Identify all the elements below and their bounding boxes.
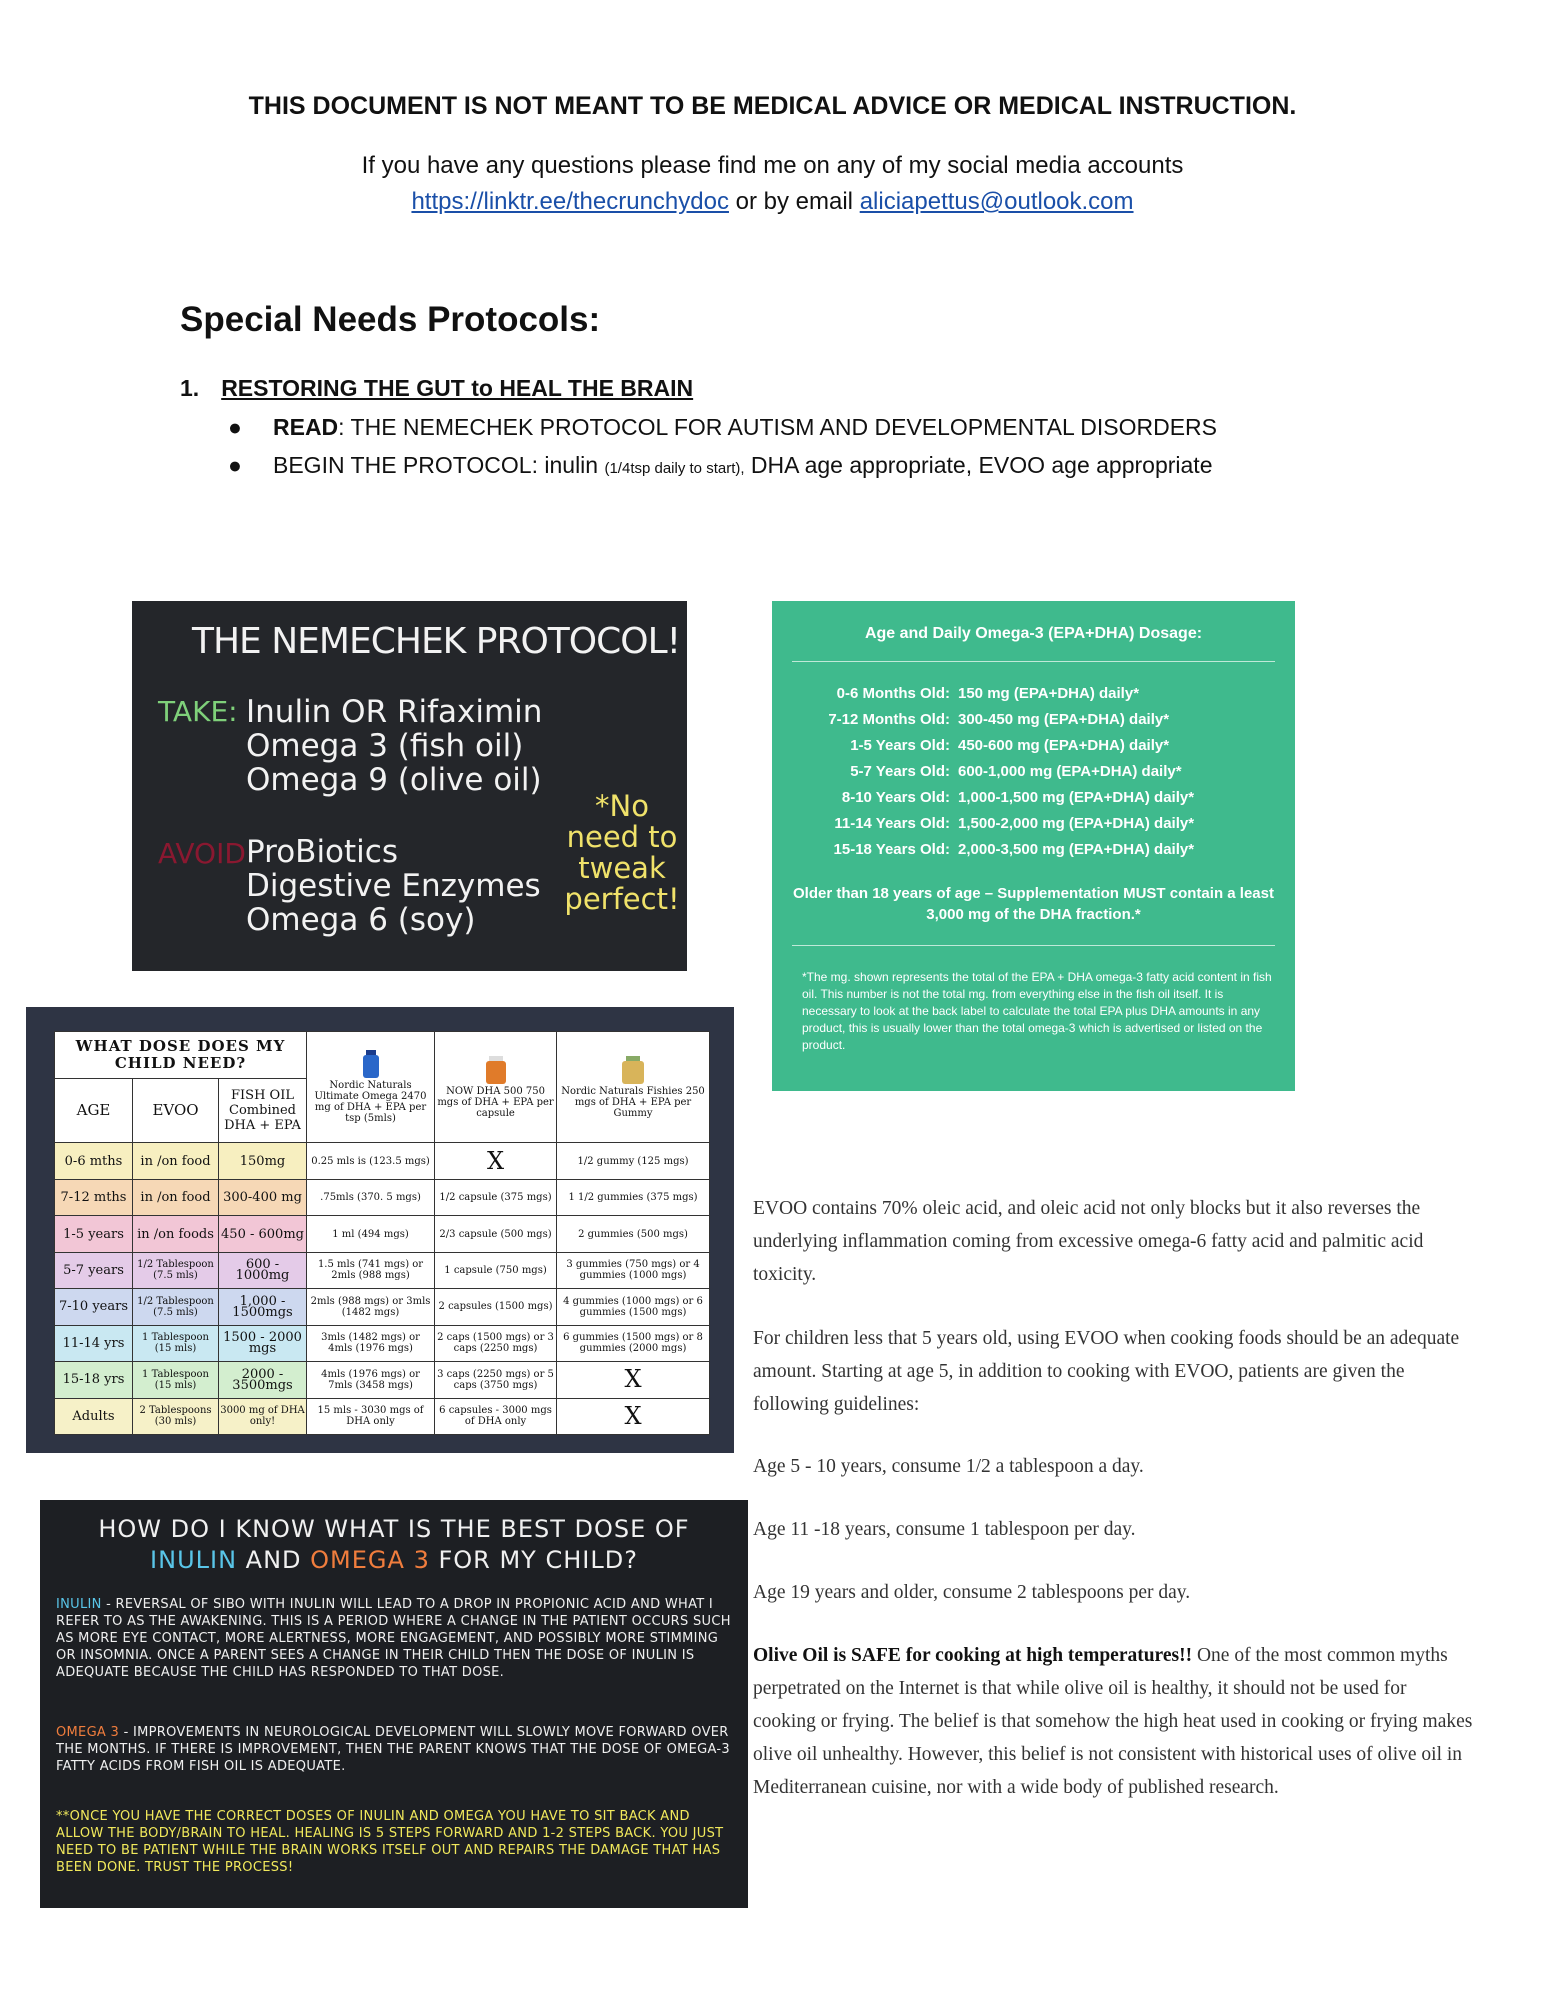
table-cell: 3 gummies (750 mgs) or 4 gummies (1000 mgs) (557, 1252, 710, 1288)
take-item: Omega 3 (fish oil) (246, 728, 524, 764)
product-nordic-ultimate: Nordic Naturals Ultimate Omega 2470 mg of DHA + EPA per tsp (5mls) (307, 1032, 435, 1143)
inulin-paragraph: INULIN - REVERSAL OF SIBO WITH INULIN WILL LEAD TO A DROP IN PROPIONIC ACID AND WHAT I REFER TO AS THE AWAKENING. THIS IS A PERIOD WHERE A CHANGE IN THE PATIENT OCCURS SUCH AS MORE EYE CONTACT, MORE ALERTNESS, MORE ENGAGEMENT, AND POSSIBLY MORE STIMMING OR INSOMNIA. ONCE A PARENT SEES A CHANGE IN THEIR CHILD THEN THE DOSE OF INULIN IS ADEQUATE BECAUSE THE CHILD HAS RESPONDED TO THAT DOSE. (56, 1597, 731, 1680)
table-cell: 1-5 years (55, 1216, 133, 1252)
closing-paragraph: **ONCE YOU HAVE THE CORRECT DOSES OF INULIN AND OMEGA YOU HAVE TO SIT BACK AND ALLOW THE BODY/BRAIN TO HEAL. HEALING IS 5 STEPS FORWARD AND 1-2 STEPS BACK. YOU JUST NEED TO BE PATIENT WHILE THE BRAIN WORKS ITSELF OUT AND REPAIRS THE DAMAGE THAT HAS BEEN DONE. TRUST THE PROCESS! (56, 1809, 724, 1875)
dose-chart-board (26, 1007, 734, 1453)
table-cell: 1 1/2 gummies (375 mgs) (557, 1179, 710, 1215)
dosage-row: 1-5 Years Old: 450-600 mg (EPA+DHA) daily* (850, 737, 1170, 754)
evoo-paragraph-1: EVOO contains 70% oleic acid, and oleic acid not only blocks but it also reverses the underlying inflammation coming from excessive omega-6 fatty acid and palmitic acid toxicity. (753, 1198, 1424, 1285)
table-cell: in /on foods (133, 1216, 219, 1252)
omega-paragraph: OMEGA 3 - IMPROVEMENTS IN NEUROLOGICAL DEVELOPMENT WILL SLOWLY MOVE FORWARD OVER THE MONTHS. IF THERE IS IMPROVEMENT, THEN THE PARENT KNOWS THAT THE DOSE OF OMEGA-3 FATTY ACIDS FROM FISH OIL IS ADEQUATE. (56, 1725, 730, 1774)
table-row (55, 1398, 710, 1434)
adult-dosage: Older than 18 years of age – Supplementation MUST contain a least 3,000 mg of the DHA fraction.* (793, 885, 1274, 923)
table-cell: 4 gummies (1000 mgs) or 6 gummies (1500 mgs) (557, 1289, 710, 1325)
bullet-read (228, 414, 1217, 441)
bullet-icon: ● (228, 414, 242, 440)
table-cell: 2000 - 3500mgs (219, 1362, 307, 1398)
olive-oil-bold: Olive Oil is SAFE for cooking at high temperatures!! (753, 1645, 1193, 1666)
table-cell: Adults (55, 1398, 133, 1434)
table-cell: .75mls (370. 5 mgs) (307, 1179, 435, 1215)
avoid-item: ProBiotics (246, 834, 398, 870)
table-cell: 300-400 mg (219, 1179, 307, 1215)
product-nordic-fishies: Nordic Naturals Fishies 250 mgs of DHA + EPA per Gummy (557, 1032, 710, 1143)
bottle-icon (620, 1056, 646, 1084)
omega-dosage-panel (772, 601, 1295, 1091)
item-title: RESTORING THE GUT to HEAL THE BRAIN (221, 375, 694, 401)
dose-table-card (54, 1031, 709, 1435)
bottle-icon (484, 1056, 508, 1084)
evoo-guideline-1: Age 5 - 10 years, consume 1/2 a tablespoon a day. (753, 1456, 1144, 1477)
dose-table-body (55, 1143, 710, 1435)
table-row (55, 1252, 710, 1288)
col-header-fish-oil: FISH OIL Combined DHA + EPA (219, 1078, 307, 1143)
table-cell: 450 - 600mg (219, 1216, 307, 1252)
table-cell: 5-7 years (55, 1252, 133, 1288)
table-cell: 6 capsules - 3000 mgs of DHA only (435, 1398, 557, 1434)
table-cell: 1 ml (494 mgs) (307, 1216, 435, 1252)
contact-line: If you have any questions please find me on any of my social media accounts (361, 152, 1184, 179)
table-cell: 2mls (988 mgs) or 3mls (1482 mgs) (307, 1289, 435, 1325)
table-cell: 15-18 yrs (55, 1362, 133, 1398)
begin-small: (1/4tsp daily to start), (604, 460, 745, 477)
protocol-item-1 (180, 375, 693, 402)
table-cell: 7-10 years (55, 1289, 133, 1325)
table-cell: 7-12 mths (55, 1179, 133, 1215)
board-note: *No need to tweak perfect! (564, 789, 680, 916)
table-cell: 2 capsules (1500 mgs) (435, 1289, 557, 1325)
evoo-paragraph-2: For children less that 5 years old, using EVOO when cooking foods should be an adequate amount. Starting at age 5, in addition to cooking with EVOO, patients are given the following guidelines: (753, 1328, 1460, 1415)
panel-title: Age and Daily Omega-3 (EPA+DHA) Dosage: (864, 625, 1203, 642)
begin-text: BEGIN THE PROTOCOL: inulin (273, 452, 605, 478)
table-cell: X (435, 1143, 557, 1179)
table-title: WHAT DOSE DOES MY CHILD NEED? (55, 1032, 307, 1079)
avoid-label: AVOID (158, 837, 246, 870)
table-cell: 1.5 mls (741 mgs) or 2mls (988 mgs) (307, 1252, 435, 1288)
dosage-row: 5-7 Years Old: 600-1,000 mg (EPA+DHA) daily* (850, 763, 1182, 780)
olive-oil-text: One of the most common myths perpetrated on the Internet is that while olive oil is healthy, it should not be used for cooking or frying. The belief is that somehow the high heat used in cooking or frying makes olive oil unhealthy. However, this belief is not consistent with historical uses of olive oil in Mediterranean cuisine, nor with a wide body of published research. (753, 1645, 1473, 1798)
contact-links (0, 188, 1545, 216)
linktree-link[interactable]: https://linktr.ee/thecrunchydoc (411, 188, 729, 215)
take-item: Omega 9 (olive oil) (246, 762, 542, 798)
item-number: 1. (180, 375, 200, 401)
table-row (55, 1362, 710, 1398)
divider (792, 945, 1275, 946)
table-row (55, 1179, 710, 1215)
table-cell: 2 gummies (500 mgs) (557, 1216, 710, 1252)
table-cell: 4mls (1976 mgs) or 7mls (3458 mgs) (307, 1362, 435, 1398)
disclaimer: THIS DOCUMENT IS NOT MEANT TO BE MEDICAL ADVICE OR MEDICAL INSTRUCTION. (248, 92, 1297, 120)
table-cell: 1 capsule (750 mgs) (435, 1252, 557, 1288)
take-label: TAKE: (158, 695, 238, 728)
olive-oil-paragraph (753, 1639, 1473, 1804)
table-cell: 1500 - 2000 mgs (219, 1325, 307, 1361)
or-email-text: or by email (728, 188, 860, 215)
table-cell: X (557, 1362, 710, 1398)
bullet-icon: ● (228, 452, 242, 478)
dosage-row: 7-12 Months Old: 300-450 mg (EPA+DHA) daily* (828, 711, 1170, 728)
col-header-evoo: EVOO (133, 1078, 219, 1143)
read-label: READ (273, 414, 339, 440)
avoid-item: Digestive Enzymes (246, 868, 541, 904)
table-cell: 0-6 mths (55, 1143, 133, 1179)
table-cell: 1/2 Tablespoon (7.5 mls) (133, 1289, 219, 1325)
dosage-row: 8-10 Years Old: 1,000-1,500 mg (EPA+DHA) daily* (841, 789, 1195, 806)
table-cell: 11-14 yrs (55, 1325, 133, 1361)
email-link[interactable]: aliciapettus@outlook.com (859, 188, 1134, 215)
board-title: THE NEMECHEK PROTOCOL! (192, 621, 681, 662)
bottle-icon (360, 1050, 382, 1078)
begin-rest: DHA age appropriate, EVOO age appropriate (744, 452, 1213, 478)
dosage-row: 15-18 Years Old: 2,000-3,500 mg (EPA+DHA) daily* (833, 841, 1195, 858)
dosage-row: 11-14 Years Old: 1,500-2,000 mg (EPA+DHA) daily* (834, 815, 1195, 832)
table-cell: 1 Tablespoon (15 mls) (133, 1362, 219, 1398)
table-cell: 6 gummies (1500 mgs) or 8 gummies (2000 mgs) (557, 1325, 710, 1361)
panel-footnote: *The mg. shown represents the total of the EPA + DHA omega-3 fatty acid content in fish oil. This number is not the total mg. from everything else in the fish oil itself. It is necessary to look at the back label to calculate the total EPA plus DHA amounts in any product, this is usually lower than the total omega-3 which is advertised or listed on the product. (802, 970, 1272, 1052)
table-cell: 1/2 gummy (125 mgs) (557, 1143, 710, 1179)
table-cell: 2/3 capsule (500 mgs) (435, 1216, 557, 1252)
table-cell: in /on food (133, 1143, 219, 1179)
table-cell: 600 - 1000mg (219, 1252, 307, 1288)
table-row (55, 1289, 710, 1325)
divider (792, 661, 1275, 662)
table-cell: 15 mls - 3030 mgs of DHA only (307, 1398, 435, 1434)
table-cell: 1 Tablespoon (15 mls) (133, 1325, 219, 1361)
product-now-dha: NOW DHA 500 750 mgs of DHA + EPA per capsule (435, 1032, 557, 1143)
table-cell: 150mg (219, 1143, 307, 1179)
take-item: Inulin OR Rifaximin (246, 694, 543, 730)
table-cell: 3000 mg of DHA only! (219, 1398, 307, 1434)
table-cell: X (557, 1398, 710, 1434)
table-cell: 0.25 mls is (123.5 mgs) (307, 1143, 435, 1179)
col-header-age: AGE (55, 1078, 133, 1143)
table-row (55, 1216, 710, 1252)
bullet-begin (228, 452, 1212, 479)
avoid-item: Omega 6 (soy) (246, 902, 476, 938)
section-title: Special Needs Protocols: (180, 300, 601, 339)
table-cell: 2 Tablespoons (30 mls) (133, 1398, 219, 1434)
table-cell: in /on food (133, 1179, 219, 1215)
dose-table (54, 1031, 710, 1435)
table-cell: 1/2 capsule (375 mgs) (435, 1179, 557, 1215)
best-dose-board (40, 1500, 748, 1908)
read-text: : THE NEMECHEK PROTOCOL FOR AUTISM AND DEVELOPMENTAL DISORDERS (338, 414, 1218, 440)
nemechek-protocol-board (132, 601, 687, 971)
evoo-guideline-2: Age 11 -18 years, consume 1 tablespoon per day. (753, 1519, 1136, 1540)
table-cell: 3mls (1482 mgs) or 4mls (1976 mgs) (307, 1325, 435, 1361)
board-title: HOW DO I KNOW WHAT IS THE BEST DOSE OF INULIN AND OMEGA 3 FOR MY CHILD? (98, 1515, 690, 1574)
dosage-row: 0-6 Months Old: 150 mg (EPA+DHA) daily* (836, 685, 1140, 702)
table-row (55, 1325, 710, 1361)
table-row (55, 1143, 710, 1179)
table-cell: 1/2 Tablespoon (7.5 mls) (133, 1252, 219, 1288)
table-cell: 1,000 - 1500mgs (219, 1289, 307, 1325)
table-cell: 3 caps (2250 mgs) or 5 caps (3750 mgs) (435, 1362, 557, 1398)
evoo-guideline-3: Age 19 years and older, consume 2 tablespoons per day. (753, 1582, 1191, 1603)
table-cell: 2 caps (1500 mgs) or 3 caps (2250 mgs) (435, 1325, 557, 1361)
